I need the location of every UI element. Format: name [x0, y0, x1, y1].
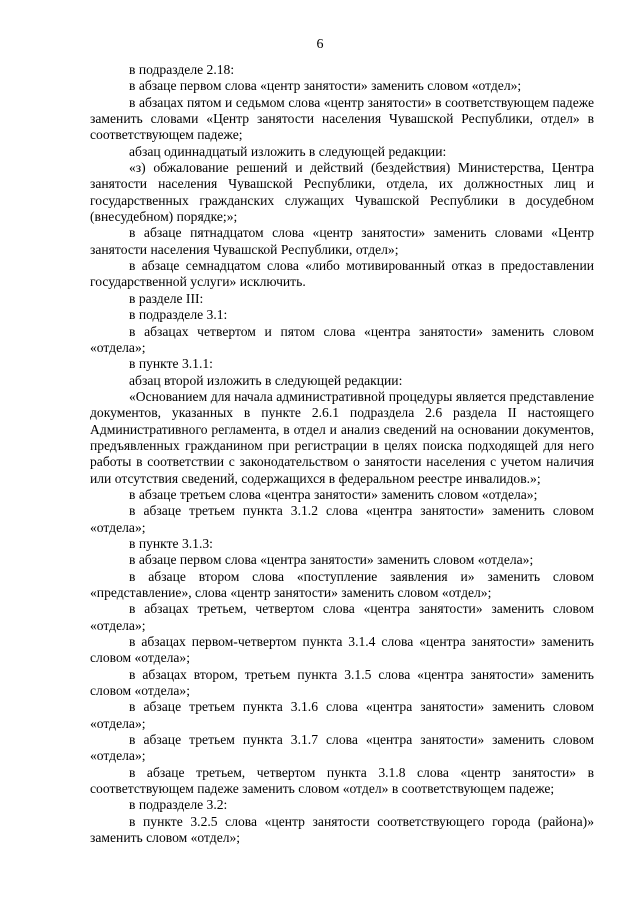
paragraph: в пункте 3.2.5 слова «центр занятости соответствующего города (района)» заменить словом «отдел»; [90, 813, 594, 846]
paragraph: в абзаце пятнадцатом слова «центр занятости» заменить словами «Центр занятости населения Чувашской Республики, отдел»; [90, 225, 594, 257]
paragraph: абзац одиннадцатый изложить в следующей редакции: [129, 143, 447, 159]
paragraph: «Основанием для начала административной процедуры является представление документов, указанных в пункте 2.6.1 подраздела 2.6 раздела II настоящего Административного регламента, в отдел и анализ сведений на основании документов, предъявленных гражданином при регистрации в целях поиска подходящей для него работы в соответствии с законодательством о занятости населения с учетом наличия или отсутствия сведений, содержащихся в федеральном реестре инвалидов.»; [90, 388, 594, 486]
paragraph: в подразделе 2.18: [129, 62, 235, 77]
paragraph: в абзаце третьем слова «центра занятости» заменить словом «отдела»; [129, 486, 538, 502]
paragraph: в абзацах пятом и седьмом слова «центр занятости» в соответствующем падеже заменить словами «Центр занятости населения Чувашской Республики, отдел» в соответствующем падеже; [90, 94, 594, 143]
paragraph: в пункте 3.1.3: [129, 535, 213, 551]
paragraph: в абзаце первом слова «центра занятости» заменить словом «отдела»; [129, 552, 534, 568]
paragraph: в абзацах втором, третьем пункта 3.1.5 слова «центра занятости» заменить словом «отдела»; [90, 666, 594, 699]
paragraph: в абзаце семнадцатом слова «либо мотивированный отказ в предоставлении государственной услуги» исключить. [90, 258, 594, 290]
paragraph: в разделе III: [129, 290, 204, 306]
paragraph: в абзаце третьем пункта 3.1.6 слова «центра занятости» заменить словом «отдела»; [90, 699, 594, 731]
paragraph: в подразделе 3.2: [129, 797, 228, 813]
paragraph: в подразделе 3.1: [129, 307, 228, 323]
paragraph: в абзаце втором слова «поступление заявления и» заменить словом «представление», слова «центр занятости» заменить словом «отдел»; [90, 568, 594, 600]
paragraph: в абзацах третьем, четвертом слова «центра занятости» заменить словом «отдела»; [90, 601, 594, 633]
paragraph: в абзацах четвертом и пятом слова «центра занятости» заменить словом «отдела»; [90, 323, 594, 355]
paragraph: в абзаце третьем пункта 3.1.2 слова «центра занятости» заменить словом «отдела»; [90, 503, 594, 535]
paragraph: в абзаце первом слова «центр занятости» заменить словом «отдел»; [129, 78, 522, 94]
document-body [90, 62, 594, 847]
page-number: 6 [316, 37, 324, 52]
paragraph: в абзацах первом-четвертом пункта 3.1.4 слова «центра занятости» заменить словом «отдела»; [90, 634, 594, 666]
paragraph: в абзаце третьем, четвертом пункта 3.1.8 слова «центр занятости» в соответствующем падеже заменить словом «отдел» в соответствующем падеже; [90, 764, 594, 797]
paragraph: «з) обжалование решений и действий (бездействия) Министерства, Центра занятости населения Чувашской Республики, отдела, их должностных лиц и государственных гражданских служащих Чувашской Республики в досудебном (внесудебном) порядке;»; [90, 160, 594, 225]
paragraph: в абзаце третьем пункта 3.1.7 слова «центра занятости» заменить словом «отдела»; [90, 732, 594, 764]
paragraph: абзац второй изложить в следующей редакции: [129, 372, 403, 388]
paragraph: в пункте 3.1.1: [129, 356, 213, 372]
